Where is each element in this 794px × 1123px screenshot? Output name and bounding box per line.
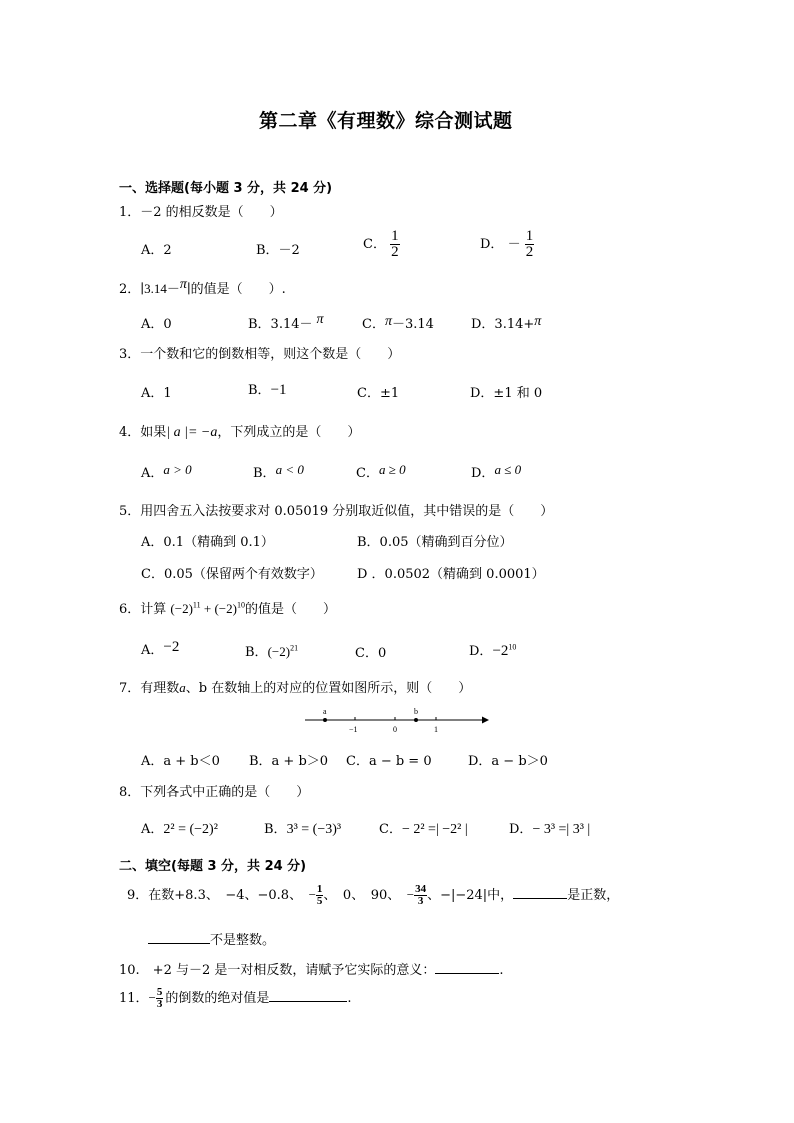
question-7-stem: 7．有理数a、b 在数轴上的对应的位置如图所示，则（ ） — [119, 680, 472, 696]
number-line-diagram — [300, 703, 495, 739]
point-a — [323, 718, 327, 722]
answer-blank[interactable] — [513, 886, 567, 899]
fraction: $\frac{1}{5}$ — [316, 883, 323, 907]
q7-option-c: C．a − b = 0 — [346, 754, 432, 769]
question-9-line2: 不是整数。 — [148, 929, 275, 948]
q7-option-a: A．a + b＜0 — [141, 754, 220, 769]
label-minus-one: −1 — [349, 725, 358, 734]
label-zero: 0 — [393, 725, 397, 734]
q2-option-d: D．3.14+π — [471, 314, 542, 332]
q1-option-b: B．－2 — [256, 243, 300, 258]
fraction: $\frac{34}{3}$ — [415, 883, 427, 907]
q4-option-d: D．a ≤ 0 — [471, 462, 522, 481]
q3-option-a: A．1 — [141, 386, 172, 401]
q6-option-c: C．0 — [355, 646, 387, 661]
q6-option-a: A．−2 — [141, 639, 180, 658]
q4-option-c: C．a ≥ 0 — [356, 462, 406, 481]
q7-option-b: B．a + b＞0 — [249, 754, 329, 769]
label-b: b — [414, 707, 418, 716]
q2-option-b: B．3.14－ π — [248, 312, 324, 332]
q8-option-b: B．3³ = (−3)³ — [264, 822, 342, 837]
axis-arrow — [482, 717, 489, 724]
section-heading-choice: 一、选择题(每小题 3 分，共 24 分) — [119, 181, 333, 196]
question-3-stem: 3．一个数和它的倒数相等，则这个数是（ ） — [119, 347, 401, 362]
q1-option-a: A．2 — [141, 243, 172, 258]
q6-option-b: B．$(-2)^{21}$ — [245, 643, 299, 660]
label-a: a — [323, 707, 327, 716]
q3-option-b: B．−1 — [248, 382, 287, 398]
section-heading-fill: 二、填空(每题 3 分，共 24 分) — [119, 859, 307, 874]
q4-option-b: B．a < 0 — [253, 462, 304, 481]
question-8-stem: 8．下列各式中正确的是（ ） — [119, 785, 310, 800]
answer-blank[interactable] — [435, 961, 499, 974]
point-b — [414, 718, 418, 722]
question-2-stem: 2．∣3.14－π∣的值是（ ）. — [119, 277, 286, 297]
q2-option-a: A．0 — [141, 317, 172, 332]
q7-option-d: D．a − b＞0 — [468, 754, 548, 769]
question-5-stem: 5．用四舍五入法按要求对 0.05019 分别取近似值，其中错误的是（ ） — [119, 504, 554, 519]
question-9-stem: 9．在数+8.3、 −4、−0.8、 − $\frac{1}{5}$ 、 0、 90、 − $\frac{34}{3}$ 、−|−24|中， 是正数， — [127, 883, 620, 907]
label-one: 1 — [434, 725, 438, 734]
q5-option-b: B．0.05（精确到百分位） — [357, 535, 513, 550]
q8-option-c: C．− 2² =| −2² | — [379, 822, 468, 837]
q3-option-d: D．±1 和 0 — [470, 386, 543, 401]
q5-option-d: D ．0.0502（精确到 0.0001） — [357, 567, 545, 582]
fraction: $\frac{1}{2}$ — [525, 228, 534, 260]
fraction: $\frac{5}{3}$ — [156, 986, 163, 1010]
q5-option-c: C．0.05（保留两个有效数字） — [141, 567, 323, 582]
q1-option-c: C． $\frac{1}{2}$ — [363, 228, 399, 260]
question-11-stem: 11．− $\frac{5}{3}$ 的倒数的绝对值是 . — [119, 986, 352, 1010]
q8-option-d: D．− 3³ =| 3³ | — [509, 822, 591, 837]
answer-blank[interactable] — [148, 931, 210, 944]
fraction: $\frac{1}{2}$ — [391, 228, 399, 260]
q8-option-a: A．2² = (−2)² — [141, 822, 218, 837]
page-title: 第二章《有理数》综合测试题 — [259, 110, 513, 132]
q4-option-a: A．a > 0 — [141, 462, 192, 481]
question-6-stem: 6．计算 $(-2)^{11} + (-2)^{10}$的值是（ ） — [119, 600, 336, 617]
question-1-stem: 1．－2 的相反数是（ ） — [119, 205, 283, 220]
question-4-stem: 4．如果| a |= −a，下列成立的是（ ） — [119, 425, 361, 440]
question-10-stem: 10. +2 与－2 是一对相反数，请赋予它实际的意义： . — [119, 963, 504, 978]
q1-option-d: D． － $\frac{1}{2}$ — [480, 228, 534, 260]
q3-option-c: C．±1 — [357, 386, 400, 401]
q2-option-c: C．π－3.14 — [362, 314, 434, 332]
q6-option-d: D．$-2^{10}$ — [469, 642, 517, 659]
answer-blank[interactable] — [269, 989, 347, 1002]
q5-option-a: A．0.1（精确到 0.1） — [141, 535, 274, 550]
